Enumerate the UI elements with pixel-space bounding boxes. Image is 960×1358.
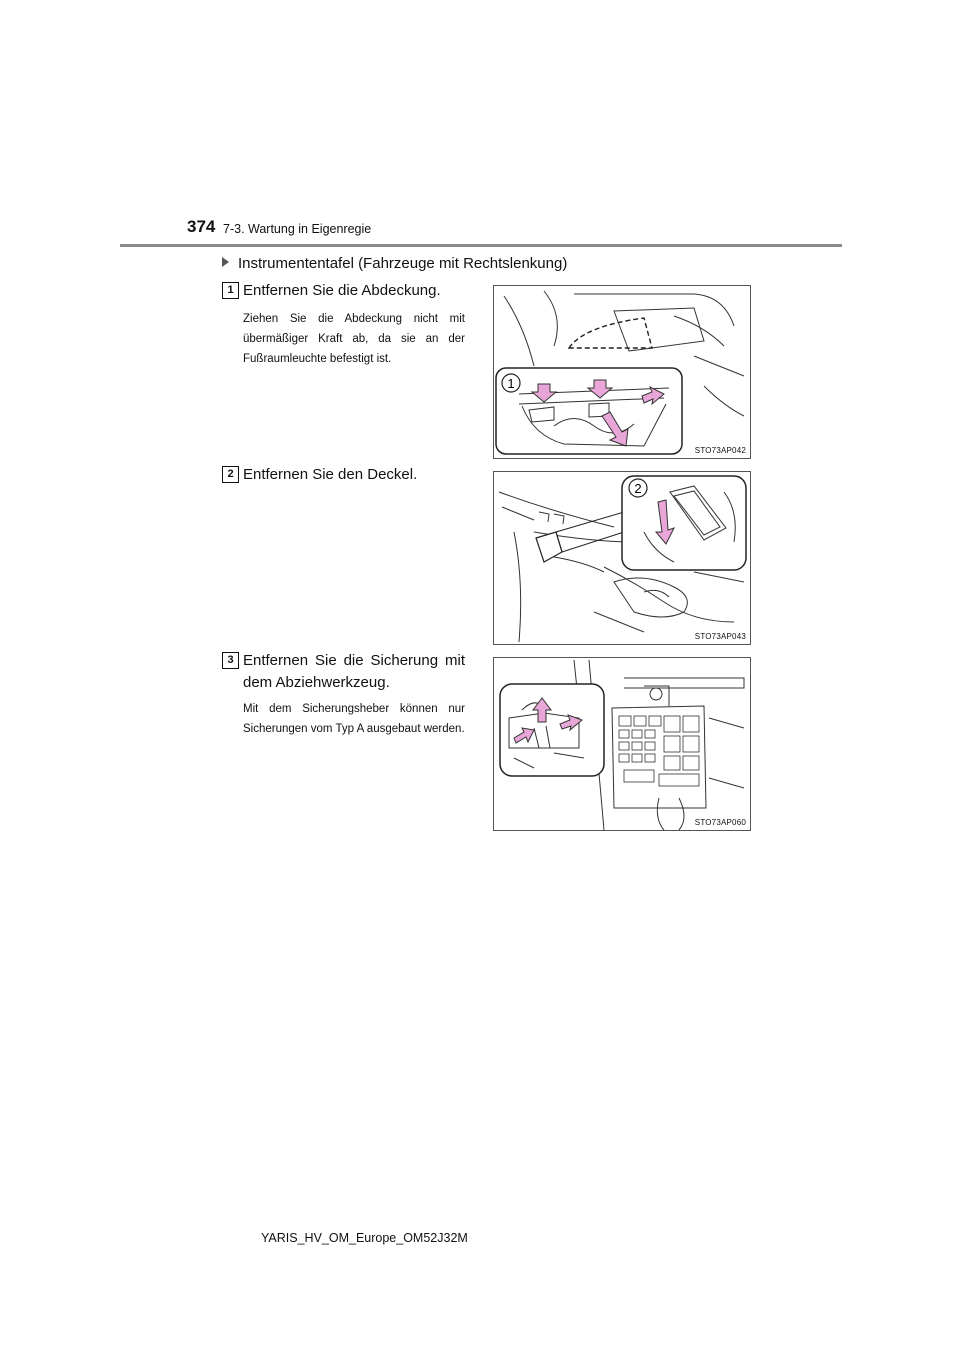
step-1-note: Ziehen Sie die Abdeckung nicht mit übermäßiger Kraft ab, da sie an der Fußraumleuchte befestigt ist. bbox=[243, 313, 465, 365]
step-1-title: Entfernen Sie die Abdeckung. bbox=[243, 282, 441, 299]
document-id: YARIS_HV_OM_Europe_OM52J32M bbox=[261, 1231, 468, 1245]
step-1-number: 1 bbox=[222, 282, 239, 299]
page-number: 374 bbox=[187, 217, 216, 236]
figure-3-code: STO73AP060 bbox=[694, 818, 746, 827]
figure-2-illustration bbox=[494, 472, 750, 644]
figure-remove-cover bbox=[493, 285, 751, 459]
step-3-note: Mit dem Sicherungsheber können nur Sicherungen vom Typ A ausgebaut werden. bbox=[243, 703, 465, 735]
step-3-number: 3 bbox=[222, 652, 239, 669]
figure-1-illustration bbox=[494, 286, 750, 458]
figure-remove-lid bbox=[493, 471, 751, 645]
step-3-title: Entfernen Sie die Sicherung mit dem Abziehwerkzeug. bbox=[243, 652, 465, 691]
section-title: 7-3. Wartung in Eigenregie bbox=[223, 222, 372, 236]
figure-3-illustration bbox=[494, 658, 750, 830]
figure-2-callout: 2 bbox=[634, 481, 642, 496]
header-divider bbox=[120, 244, 842, 247]
step-2-title: Entfernen Sie den Deckel. bbox=[243, 466, 418, 483]
section-heading bbox=[222, 255, 567, 272]
figure-1-code: STO73AP042 bbox=[694, 446, 746, 455]
figure-1-callout: 1 bbox=[507, 376, 515, 391]
figure-2-code: STO73AP043 bbox=[694, 632, 746, 641]
figure-fuse-puller bbox=[493, 657, 751, 831]
step-2-number: 2 bbox=[222, 466, 239, 483]
triangle-bullet-icon bbox=[222, 257, 229, 267]
heading-text: Instrumententafel (Fahrzeuge mit Rechtslenkung) bbox=[238, 255, 568, 272]
